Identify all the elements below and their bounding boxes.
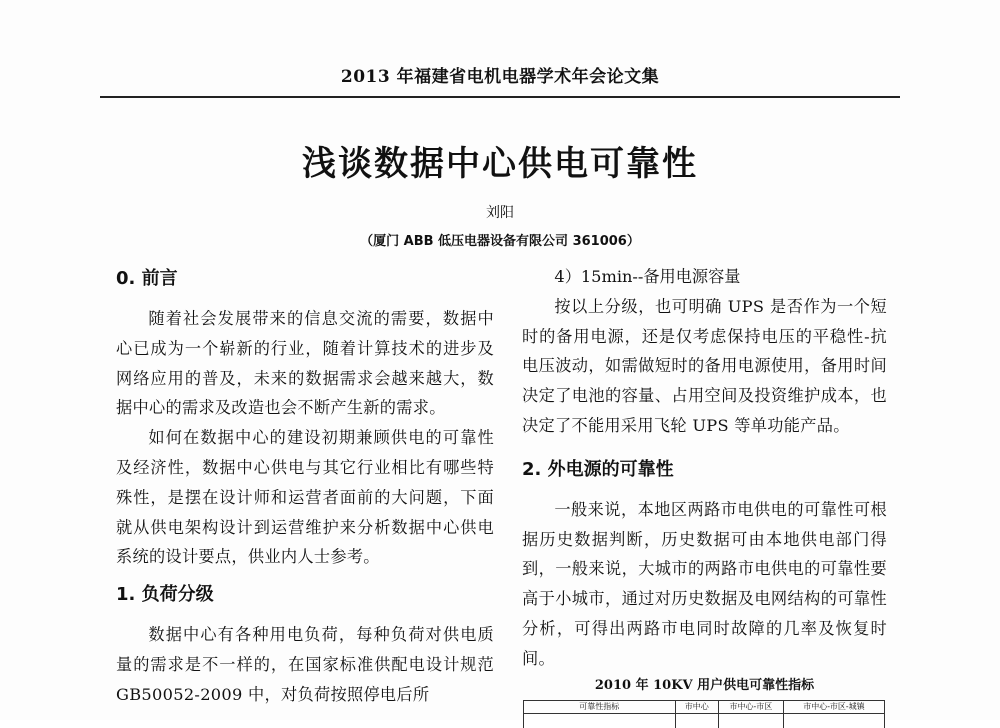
author-affiliation: （厦门 ABB 低压电器设备有限公司 361006） (100, 230, 900, 249)
right-column (522, 262, 887, 674)
paragraph: 随着社会发展带来的信息交流的需要，数据中心已成为一个崭新的行业，随着计算技术的进步及网络应用的普及，未来的数据需求会越来越大，数据中心的需求及改造也会不断产生新的需求。 (116, 304, 494, 423)
paragraph: 数据中心有各种用电负荷，每种负荷对供电质量的需求是不一样的，在国家标准供配电设计规范 GB50052-2009 中，对负荷按照停电后所 (116, 620, 494, 709)
section-heading-load-classification: 1. 负荷分级 (116, 578, 494, 614)
section-heading-preface: 0. 前言 (116, 262, 494, 298)
paragraph: 如何在数据中心的建设初期兼顾供电的可靠性及经济性，数据中心供电与其它行业相比有哪些特殊性，是摆在设计师和运营者面前的大问题，下面就从供电架构设计到运营维护来分析数据中心供电系统的设计要点，供业内人士参考。 (116, 423, 494, 572)
table-header-row (524, 701, 885, 714)
left-column (116, 262, 494, 710)
paper-title: 浅谈数据中心供电可靠性 (100, 136, 900, 185)
table-row (524, 714, 885, 728)
table-header-cell: 市中心-市区-城镇 (783, 701, 884, 714)
list-item: 4）15min--备用电源容量 (522, 262, 887, 292)
section-heading-external-power: 2. 外电源的可靠性 (522, 453, 887, 489)
running-header: 2013 年福建省电机电器学术年会论文集 (100, 62, 900, 87)
header-rule (100, 96, 900, 98)
table-header-cell: 市中心 (675, 701, 718, 714)
table-header-cell: 可靠性指标 (524, 701, 676, 714)
table-caption: 2010 年 10KV 用户供电可靠性指标 (522, 674, 887, 693)
paragraph: 按以上分级，也可明确 UPS 是否作为一个短时的备用电源，还是仅考虑保持电压的平稳性-抗电压波动，如需做短时的备用电源使用，备用时间决定了电池的容量、占用空间及投资维护成本，也决定了不能用采用飞轮 UPS 等单功能产品。 (522, 292, 887, 441)
author-name: 刘阳 (100, 202, 900, 222)
table-header-cell: 市中心-市区 (718, 701, 783, 714)
reliability-table (523, 700, 885, 728)
paragraph: 一般来说，本地区两路市电供电的可靠性可根据历史数据判断，历史数据可由本地供电部门得到，一般来说，大城市的两路市电供电的可靠性要高于小城市，通过对历史数据及电网结构的可靠性分析，可得出两路市电同时故障的几率及恢复时间。 (522, 495, 887, 674)
